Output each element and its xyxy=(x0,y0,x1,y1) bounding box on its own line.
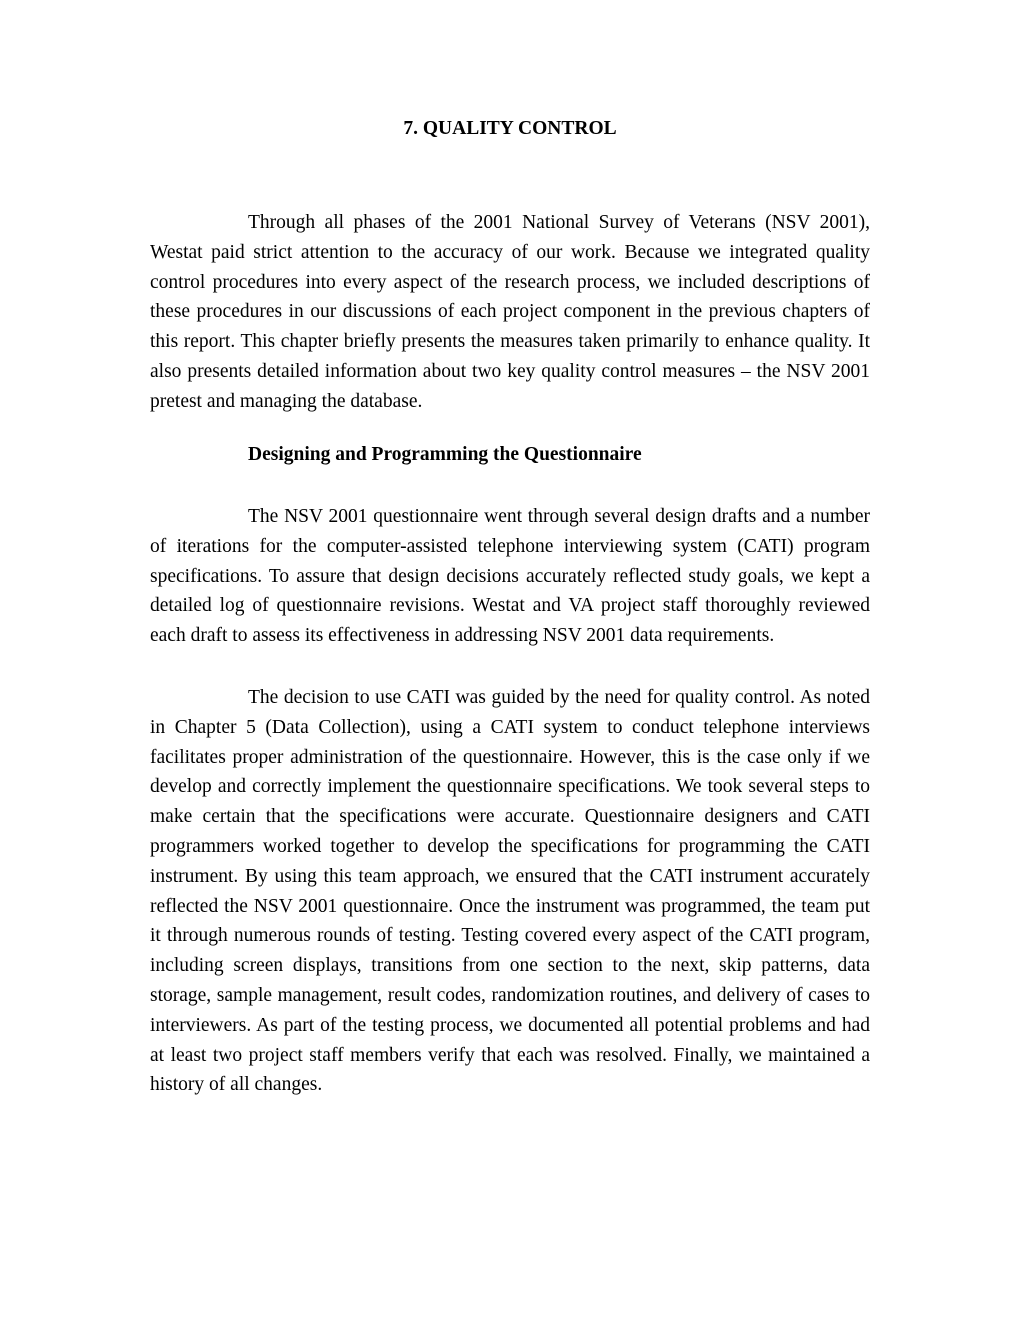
paragraph-intro: Through all phases of the 2001 National Survey of Veterans (NSV 2001), Westat paid strict attention to the accuracy of our work. Because we integrated quality control procedures into every aspect of the research process, we included descriptions of these procedures in our discussions of each project component in the previous chapters of this report. This chapter briefly presents the measures taken primarily to enhance quality. It also presents detailed information about two key quality control measures – the NSV 2001 pretest and managing the database. xyxy=(150,212,870,412)
page-title: 7. QUALITY CONTROL xyxy=(403,118,617,139)
paragraph-cati-decision: The decision to use CATI was guided by the need for quality control. As noted in Chapter 5 (Data Collection), using a CATI system to conduct telephone interviews facilitates proper administration of the questionnaire. However, this is the case only if we develop and correctly implement the questionnaire specifications. We took several steps to make certain that the specifications were accurate. Questionnaire designers and CATI programmers worked together to develop the specifications for programming the CATI instrument. By using this team approach, we ensured that the CATI instrument accurately reflected the NSV 2001 questionnaire. Once the instrument was programmed, the team put it through numerous rounds of testing. Testing covered every aspect of the CATI program, including screen displays, transitions from one section to the next, skip patterns, data storage, sample management, result codes, randomization routines, and delivery of cases to interviewers. As part of the testing process, we documented all potential problems and had at least two project staff members verify that each was resolved. Finally, we maintained a history of all changes. xyxy=(150,687,870,1096)
paragraph-questionnaire-design: The NSV 2001 questionnaire went through several design drafts and a number of iterations for the computer-assisted telephone interviewing system (CATI) program specifications. To assure that design decisions accurately reflected study goals, we kept a detailed log of questionnaire revisions. Westat and VA project staff thoroughly reviewed each draft to assess its effectiveness in addressing NSV 2001 data requirements. xyxy=(150,506,870,647)
section-heading-designing-programming: Designing and Programming the Questionnaire xyxy=(248,444,642,465)
